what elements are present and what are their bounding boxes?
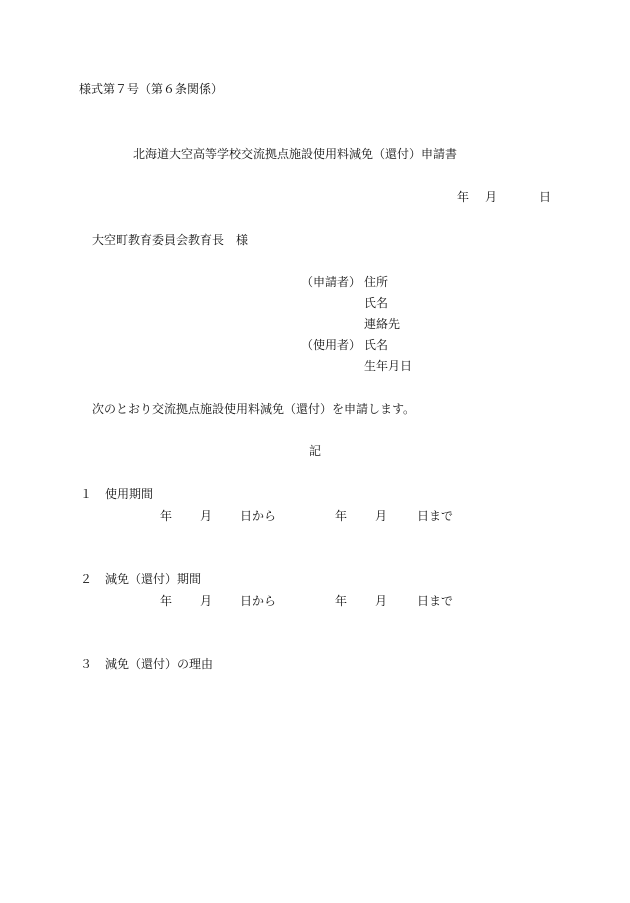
from-year-label: 年 bbox=[160, 509, 173, 523]
request-statement: 次のとおり交流拠点施設使用料減免（還付）を申請します。 bbox=[92, 402, 416, 416]
item-number: ２ bbox=[80, 572, 93, 586]
to-year-label: 年 bbox=[335, 594, 348, 608]
item-number: １ bbox=[80, 487, 93, 501]
from-month-label: 月 bbox=[200, 594, 213, 608]
to-year-label: 年 bbox=[335, 509, 348, 523]
exemption-period-label: 減免（還付）期間 bbox=[105, 572, 202, 586]
user-birthdate-label: 生年月日 bbox=[364, 359, 413, 373]
applicant-name-label: 氏名 bbox=[364, 296, 389, 310]
to-month-label: 月 bbox=[375, 594, 388, 608]
applicant-contact-label: 連絡先 bbox=[364, 317, 401, 331]
user-name-label: 氏名 bbox=[364, 338, 389, 352]
form-number: 様式第７号（第６条関係） bbox=[79, 82, 224, 96]
date-month-label: 月 bbox=[485, 190, 498, 204]
user-label: （使用者） bbox=[301, 338, 362, 352]
date-year-label: 年 bbox=[457, 190, 470, 204]
applicant-address-label: 住所 bbox=[364, 275, 389, 289]
date-day-label: 日 bbox=[539, 190, 552, 204]
from-month-label: 月 bbox=[200, 509, 213, 523]
recipient: 大空町教育委員会教育長 様 bbox=[92, 233, 249, 247]
applicant-label: （申請者） bbox=[301, 275, 362, 289]
record-heading: 記 bbox=[309, 444, 322, 458]
document-title: 北海道大空高等学校交流拠点施設使用料減免（還付）申請書 bbox=[133, 147, 458, 161]
exemption-period-range bbox=[160, 594, 453, 608]
usage-period-range bbox=[160, 509, 453, 523]
item-number: ３ bbox=[80, 657, 93, 671]
from-day-label: 日から bbox=[240, 594, 277, 608]
from-year-label: 年 bbox=[160, 594, 173, 608]
from-day-label: 日から bbox=[240, 509, 277, 523]
to-day-label: 日まで bbox=[417, 509, 454, 523]
to-day-label: 日まで bbox=[417, 594, 454, 608]
usage-period-label: 使用期間 bbox=[105, 487, 154, 501]
exemption-reason-label: 減免（還付）の理由 bbox=[105, 657, 214, 671]
to-month-label: 月 bbox=[375, 509, 388, 523]
